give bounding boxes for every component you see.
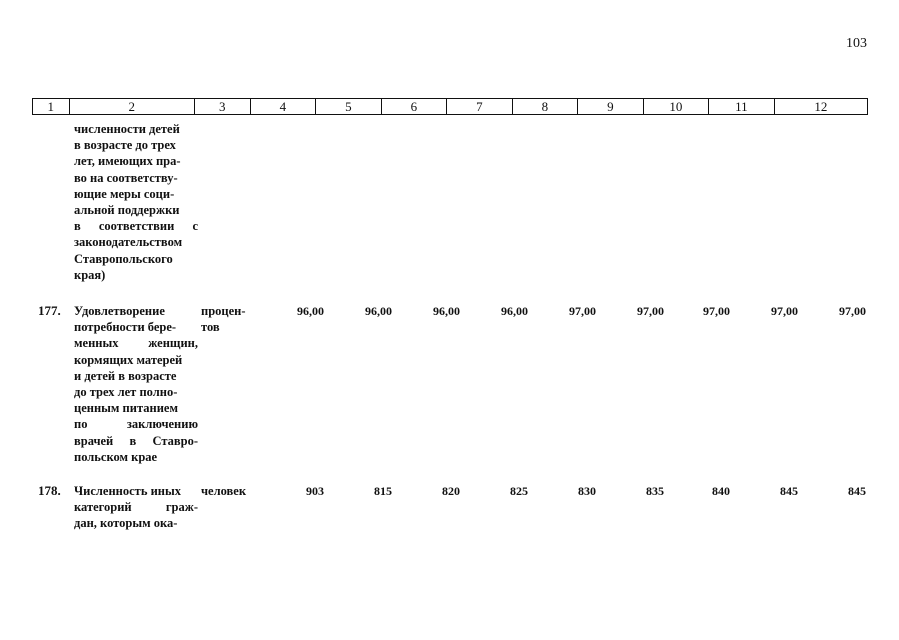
row-number: 178. <box>38 483 61 498</box>
name-line: кормящих матерей <box>74 352 183 367</box>
header-cell: 5 <box>316 99 382 114</box>
header-cell: 3 <box>195 99 251 114</box>
value-col-5: 815 <box>374 484 392 498</box>
unit-line: тов <box>201 320 220 335</box>
page-number: 103 <box>846 36 867 51</box>
unit-of-measure <box>201 483 257 499</box>
value-col-10: 97,00 <box>703 304 730 318</box>
name-line: законодательством <box>74 235 183 250</box>
indicator-name <box>74 303 198 465</box>
name-line: польском крае <box>74 449 158 464</box>
name-line: менных женщин, <box>74 336 198 351</box>
unit-line: процен- <box>201 304 246 318</box>
name-line: ющие меры соци- <box>74 186 175 201</box>
header-cell: 8 <box>513 99 579 114</box>
header-cell: 10 <box>644 99 710 114</box>
value-col-8: 97,00 <box>569 304 596 318</box>
name-line: и детей в возрасте <box>74 368 177 383</box>
value-col-6: 820 <box>442 484 460 498</box>
name-line: врачей в Ставро- <box>74 433 198 448</box>
value-col-6: 96,00 <box>433 304 460 318</box>
name-line: до трех лет полно- <box>74 385 178 400</box>
value-col-7: 825 <box>510 484 528 498</box>
name-line: дан, которым ока- <box>74 516 178 531</box>
name-line: ценным питанием <box>74 401 178 416</box>
header-cell: 7 <box>447 99 513 114</box>
name-line: по заключению <box>74 417 198 432</box>
value-col-11: 845 <box>780 484 798 498</box>
value-col-11: 97,00 <box>771 304 798 318</box>
value-col-8: 830 <box>578 484 596 498</box>
header-cell: 2 <box>70 99 195 114</box>
name-line: численности детей <box>74 122 180 136</box>
name-line: во на соответству- <box>74 170 178 185</box>
value-col-9: 97,00 <box>637 304 664 318</box>
unit-line: человек <box>201 484 247 498</box>
name-line: альной поддержки <box>74 203 180 218</box>
header-cell: 11 <box>709 99 775 114</box>
name-line: Удовлетворение <box>74 304 165 318</box>
name-line: Численность иных <box>74 484 181 498</box>
value-col-4: 96,00 <box>297 304 324 318</box>
name-line: в возрасте до трех <box>74 138 176 153</box>
header-cell: 4 <box>251 99 317 114</box>
header-cell: 1 <box>33 99 70 114</box>
table-header-row <box>32 98 868 115</box>
name-line: Ставропольского <box>74 251 173 266</box>
name-line: лет, имеющих пра- <box>74 154 181 169</box>
indicator-name <box>74 121 198 283</box>
indicator-name <box>74 483 198 532</box>
row-number: 177. <box>38 303 61 318</box>
value-col-4: 903 <box>306 484 324 498</box>
value-col-7: 96,00 <box>501 304 528 318</box>
value-col-10: 840 <box>712 484 730 498</box>
value-col-12: 97,00 <box>839 304 866 318</box>
name-line: категорий граж- <box>74 500 198 515</box>
name-line: в соответствии с <box>74 219 198 234</box>
name-line: потребности бере- <box>74 320 177 335</box>
header-cell: 12 <box>814 99 828 114</box>
value-col-9: 835 <box>646 484 664 498</box>
value-col-12: 845 <box>848 484 866 498</box>
value-col-5: 96,00 <box>365 304 392 318</box>
unit-of-measure <box>201 303 257 335</box>
name-line: края) <box>74 267 106 282</box>
header-cell: 6 <box>382 99 448 114</box>
header-cell: 9 <box>578 99 644 114</box>
